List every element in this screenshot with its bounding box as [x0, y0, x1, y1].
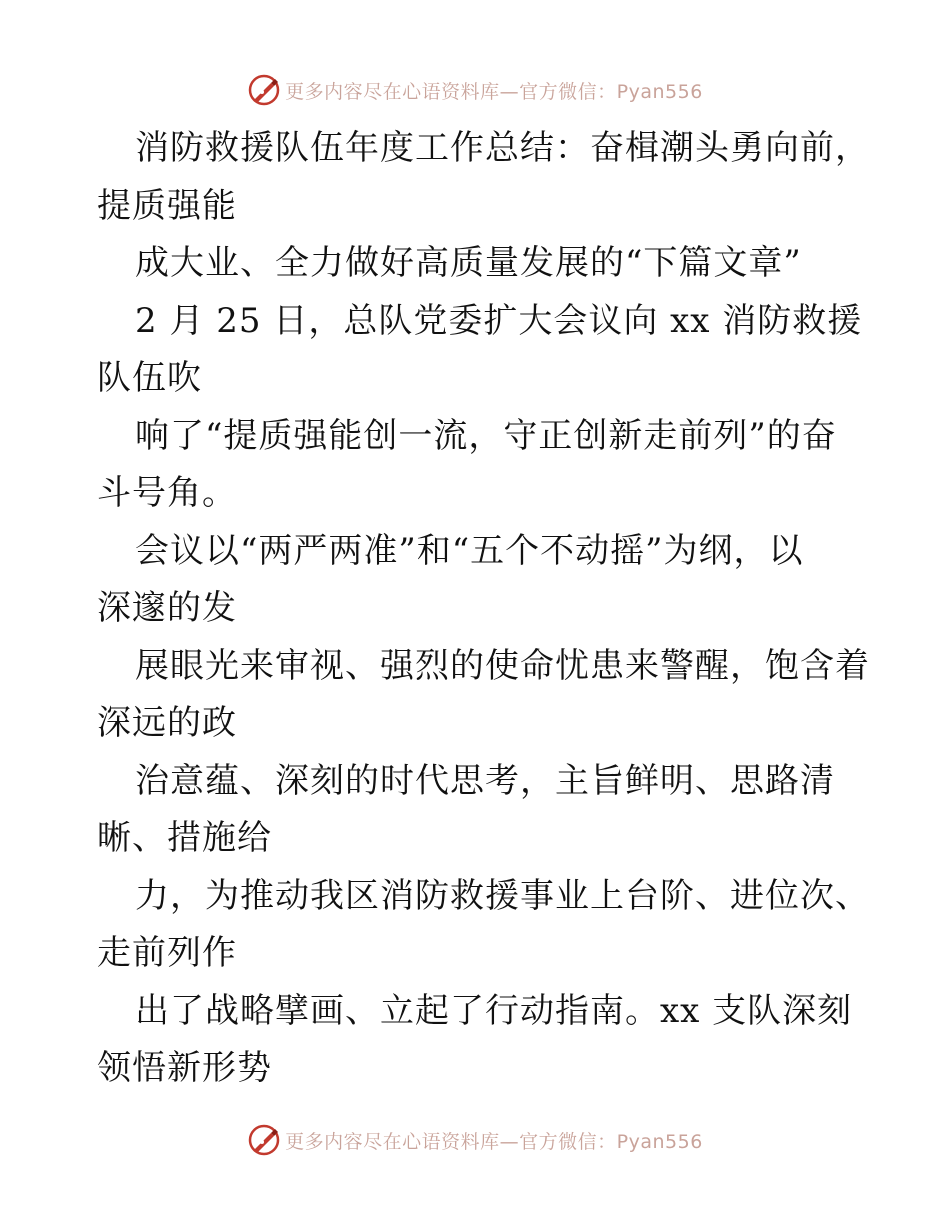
footer-banner — [0, 1120, 950, 1160]
document-body — [97, 120, 870, 1098]
banner-text: 更多内容尽在心语资料库—官方微信：Pyan556 — [285, 80, 703, 103]
text-line: 消防救援队伍年度工作总结：奋楫潮头勇向前， — [135, 128, 870, 168]
text-line: 成大业、全力做好高质量发展的“下篇文章” — [135, 243, 802, 283]
pen-logo-icon — [247, 1123, 281, 1157]
text-line: 队伍吹 — [97, 358, 202, 398]
text-line: 治意蕴、深刻的时代思考，主旨鲜明、思路清 — [135, 760, 835, 801]
text-line: 晰、措施给 — [97, 818, 272, 858]
text-line: 出了战略擘画、立起了行动指南。xx 支队深刻 — [135, 990, 853, 1031]
text-line: 力，为推动我区消防救援事业上台阶、进位次、 — [135, 875, 870, 916]
text-line: 提质强能 — [97, 185, 237, 226]
text-line: 深远的政 — [97, 703, 237, 743]
pen-logo-icon — [247, 73, 281, 107]
banner-text: 更多内容尽在心语资料库—官方微信：Pyan556 — [285, 1130, 703, 1153]
text-line: 响了“提质强能创一流，守正创新走前列”的奋 — [135, 415, 837, 456]
text-line: 斗号角。 — [97, 473, 237, 513]
header-banner — [0, 70, 950, 110]
text-line: 领悟新形势 — [97, 1048, 272, 1088]
text-line: 展眼光来审视、强烈的使命忧患来警醒，饱含着 — [135, 645, 870, 686]
text-line: 走前列作 — [97, 933, 237, 973]
text-line: 会议以“两严两准”和“五个不动摇”为纲，以 — [135, 530, 804, 571]
text-line: 2 月 25 日，总队党委扩大会议向 xx 消防救援 — [135, 300, 863, 341]
text-line: 深邃的发 — [97, 588, 237, 628]
